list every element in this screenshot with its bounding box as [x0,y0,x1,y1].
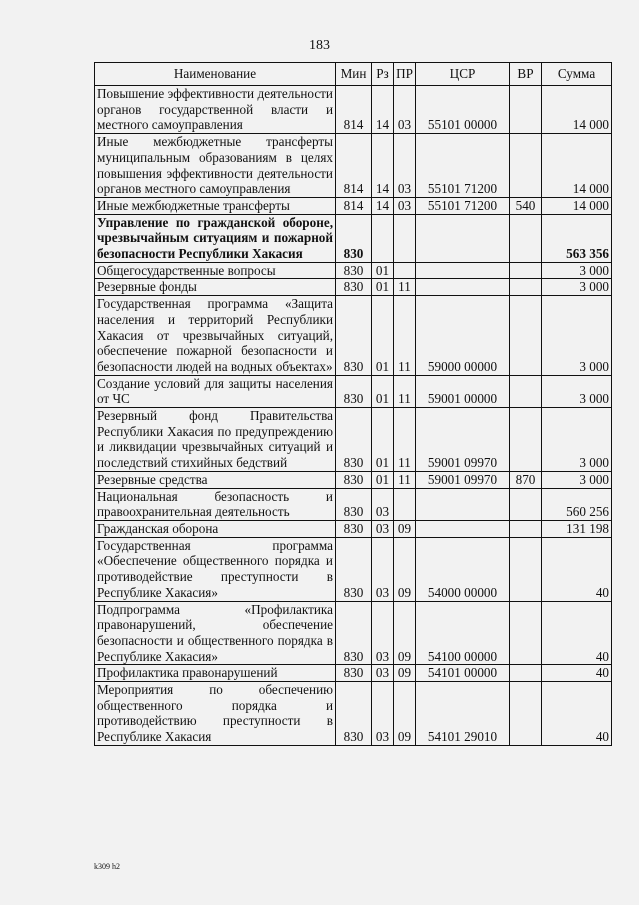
table-body [95,86,612,746]
row-pr [394,214,416,262]
row-csr: 54101 00000 [416,665,510,682]
row-min: 830 [336,375,372,407]
table-header-row [95,63,612,86]
header-pr: ПР [394,63,416,86]
row-vr [510,86,542,134]
row-min: 830 [336,488,372,520]
row-min: 830 [336,214,372,262]
row-sum: 40 [542,601,612,665]
row-pr: 11 [394,296,416,376]
row-rz: 01 [372,375,394,407]
row-csr [416,214,510,262]
row-sum: 3 000 [542,471,612,488]
row-vr: 540 [510,197,542,214]
row-pr: 03 [394,197,416,214]
row-csr: 54000 00000 [416,537,510,601]
row-pr: 09 [394,601,416,665]
row-name: Резервные средства [95,471,336,488]
row-min: 830 [336,537,372,601]
row-vr [510,214,542,262]
row-name: Резервные фонды [95,279,336,296]
row-csr: 55101 00000 [416,86,510,134]
row-min: 814 [336,197,372,214]
table-row [95,296,612,376]
table-row [95,279,612,296]
row-pr [394,262,416,279]
row-csr: 59001 09970 [416,471,510,488]
row-min: 830 [336,408,372,472]
row-pr: 09 [394,520,416,537]
row-pr: 09 [394,665,416,682]
row-name: Резервный фонд Правительства Республики Хакасия по предупреждению и ликвидации чрезвычайных ситуаций и последствий стихийных бедствий [95,408,336,472]
row-min: 830 [336,601,372,665]
row-csr [416,279,510,296]
row-name: Иные межбюджетные трансферты муниципальным образованиям в целях повышения эффективности деятельности органов местного самоуправления [95,134,336,198]
header-rz: Рз [372,63,394,86]
row-sum: 40 [542,537,612,601]
header-csr: ЦСР [416,63,510,86]
row-name: Создание условий для защиты населения от ЧС [95,375,336,407]
row-rz: 03 [372,488,394,520]
table-row [95,408,612,472]
row-pr: 11 [394,408,416,472]
row-csr: 59001 00000 [416,375,510,407]
footer-code: k309 h2 [94,862,120,871]
header-vr: ВР [510,63,542,86]
row-csr: 54100 00000 [416,601,510,665]
row-csr: 59000 00000 [416,296,510,376]
row-pr: 03 [394,86,416,134]
row-rz: 01 [372,279,394,296]
row-min: 814 [336,134,372,198]
row-pr: 09 [394,682,416,746]
row-vr [510,537,542,601]
row-name: Иные межбюджетные трансферты [95,197,336,214]
table-row [95,520,612,537]
row-name: Управление по гражданской обороне, чрезвычайным ситуациям и пожарной безопасности Республики Хакасия [95,214,336,262]
row-min: 830 [336,520,372,537]
row-sum: 14 000 [542,197,612,214]
row-rz: 01 [372,408,394,472]
row-pr [394,488,416,520]
row-sum: 560 256 [542,488,612,520]
row-vr: 870 [510,471,542,488]
row-vr [510,408,542,472]
row-name: Повышение эффективности деятельности органов государственной власти и местного самоуправления [95,86,336,134]
row-min: 830 [336,262,372,279]
row-vr [510,488,542,520]
row-csr: 55101 71200 [416,134,510,198]
row-vr [510,279,542,296]
row-pr: 09 [394,537,416,601]
row-sum: 3 000 [542,375,612,407]
row-sum: 3 000 [542,279,612,296]
header-min: Мин [336,63,372,86]
row-vr [510,520,542,537]
row-sum: 14 000 [542,86,612,134]
row-name: Профилактика правонарушений [95,665,336,682]
row-vr [510,665,542,682]
row-name: Гражданская оборона [95,520,336,537]
row-min: 830 [336,279,372,296]
row-rz: 01 [372,262,394,279]
row-csr: 55101 71200 [416,197,510,214]
row-sum: 563 356 [542,214,612,262]
row-rz [372,214,394,262]
row-vr [510,262,542,279]
table-row [95,262,612,279]
row-name: Государственная программа «Обеспечение общественного порядка и противодействие преступности в Республике Хакасия» [95,537,336,601]
row-name: Подпрограмма «Профилактика правонарушений, обеспечение безопасности и общественного порядка в Республике Хакасия» [95,601,336,665]
row-sum: 14 000 [542,134,612,198]
row-vr [510,601,542,665]
table-row [95,86,612,134]
row-csr: 59001 09970 [416,408,510,472]
table-row [95,682,612,746]
header-sum: Сумма [542,63,612,86]
row-name: Общегосударственные вопросы [95,262,336,279]
row-vr [510,296,542,376]
row-sum: 3 000 [542,408,612,472]
table-row [95,471,612,488]
row-rz: 01 [372,296,394,376]
table-row [95,214,612,262]
row-csr [416,262,510,279]
row-rz: 03 [372,665,394,682]
row-rz: 03 [372,520,394,537]
row-pr: 03 [394,134,416,198]
row-rz: 01 [372,471,394,488]
table-row [95,197,612,214]
row-rz: 03 [372,537,394,601]
header-name: Наименование [95,63,336,86]
row-rz: 14 [372,197,394,214]
row-name: Национальная безопасность и правоохранительная деятельность [95,488,336,520]
row-rz: 14 [372,86,394,134]
row-min: 830 [336,682,372,746]
row-rz: 14 [372,134,394,198]
row-vr [510,682,542,746]
row-name: Государственная программа «Защита населения и территорий Республики Хакасия от чрезвычайных ситуаций, обеспечение пожарной безопасности и безопасности людей на водных объектах» [95,296,336,376]
row-rz: 03 [372,601,394,665]
row-csr: 54101 29010 [416,682,510,746]
row-rz: 03 [372,682,394,746]
row-pr: 11 [394,471,416,488]
row-min: 830 [336,471,372,488]
table-row [95,488,612,520]
row-sum: 131 198 [542,520,612,537]
table-row [95,134,612,198]
row-min: 830 [336,296,372,376]
row-vr [510,375,542,407]
table-row [95,601,612,665]
row-min: 814 [336,86,372,134]
budget-table [94,62,612,746]
row-csr [416,520,510,537]
row-name: Мероприятия по обеспечению общественного порядка и противодействию преступности в Республике Хакасия [95,682,336,746]
row-pr: 11 [394,279,416,296]
row-min: 830 [336,665,372,682]
row-sum: 3 000 [542,296,612,376]
page-number: 183 [309,38,330,53]
table-row [95,537,612,601]
table-row [95,665,612,682]
row-sum: 40 [542,665,612,682]
table-row [95,375,612,407]
row-sum: 3 000 [542,262,612,279]
row-vr [510,134,542,198]
row-sum: 40 [542,682,612,746]
row-pr: 11 [394,375,416,407]
row-csr [416,488,510,520]
